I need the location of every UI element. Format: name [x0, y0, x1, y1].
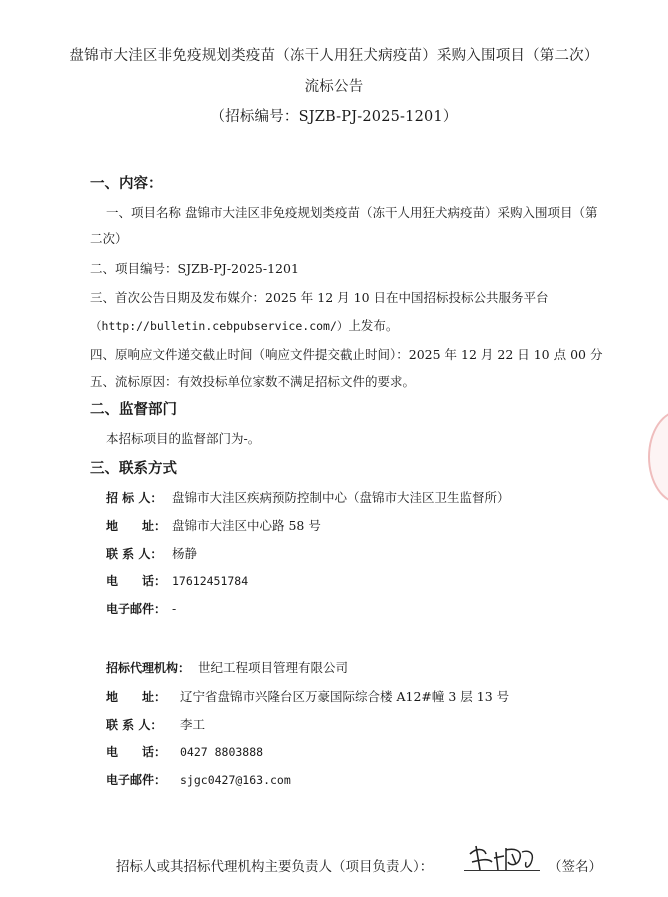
- item-first-notice-media: [90, 316, 398, 334]
- signature-underline: [464, 870, 540, 871]
- item-failure-reason: 五、流标原因：有效投标单位家数不满足招标文件的要求。: [90, 374, 416, 389]
- signature-suffix: （签名）: [548, 859, 602, 875]
- agency-address-row: [106, 687, 509, 705]
- signature-line: [116, 855, 433, 875]
- agency-phone-row: [106, 743, 263, 760]
- agency-contact-value: 李工: [180, 717, 206, 732]
- tenderer-value: 盘锦市大洼区疾病预防控制中心（盘锦市大洼区卫生监督所）: [172, 490, 510, 505]
- item-first-notice: 三、首次公告日期及发布媒介：2025 年 12 月 10 日在中国招标投标公共服务平台: [90, 290, 549, 305]
- tenderer-address-row: [106, 516, 321, 534]
- agency-contact-label: 联 系 人：: [106, 718, 163, 732]
- tenderer-address-value: 盘锦市大洼区中心路 58 号: [172, 518, 321, 533]
- tenderer-label: 招 标 人：: [106, 491, 163, 505]
- item-project-name: 一、项目名称 盘锦市大洼区非免疫规划类疫苗（冻干人用狂犬病疫苗）采购入围项目（第: [106, 205, 598, 220]
- section-contact-heading: 三、联系方式: [90, 461, 177, 477]
- agency-row: [106, 658, 348, 676]
- tenderer-contact-row: [106, 544, 197, 562]
- section-contents-heading: 一、内容：: [90, 176, 163, 192]
- agency-contact-row: [106, 715, 205, 733]
- item-project-number: 二、项目编号：SJZB-PJ-2025-1201: [90, 261, 299, 276]
- item-deadline: 四、原响应文件递交截止时间（响应文件提交截止时间）：2025 年 12 月 22 日 10 点 00 分: [90, 347, 603, 362]
- document-subtitle: 流标公告: [304, 79, 364, 95]
- agency-label: 招标代理机构：: [106, 661, 191, 675]
- agency-phone-label: 电 话：: [106, 745, 167, 759]
- platform-url[interactable]: （http://bulletin.cebpubservice.com/）: [90, 319, 349, 333]
- agency-email-value[interactable]: sjgc0427@163.com: [180, 773, 291, 787]
- agency-email-label: 电子邮件：: [106, 773, 167, 787]
- section-supervision-heading: 二、监督部门: [90, 402, 177, 418]
- tenderer-contact-value: 杨静: [172, 546, 198, 561]
- signature-text: 招标人或其招标代理机构主要负责人（项目负责人）：: [116, 859, 434, 875]
- agency-phone-value: 0427 8803888: [180, 745, 264, 759]
- tenderer-contact-label: 联 系 人：: [106, 547, 163, 561]
- handwritten-signature: [462, 840, 542, 876]
- item-project-name-cont: 二次）: [90, 231, 128, 246]
- agency-address-value: 辽宁省盘锦市兴隆台区万豪国际综合楼 A12#幢 3 层 13 号: [180, 689, 510, 704]
- tenderer-email-row: [106, 600, 176, 617]
- tenderer-email-value: -: [172, 601, 177, 616]
- red-seal-stamp: [648, 410, 668, 504]
- tenderer-phone-label: 电 话：: [106, 574, 167, 588]
- published-suffix: 上发布。: [348, 318, 399, 333]
- supervision-text: 本招标项目的监督部门为-。: [106, 431, 261, 446]
- tenderer-phone-row: [106, 572, 248, 589]
- agency-value: 世纪工程项目管理有限公司: [198, 660, 349, 675]
- tenderer-row: [106, 488, 510, 506]
- tender-number: （招标编号：SJZB-PJ-2025-1201）: [210, 109, 458, 125]
- tenderer-phone-value: 17612451784: [172, 574, 249, 588]
- agency-email-row: [106, 771, 291, 788]
- tenderer-email-label: 电子邮件：: [106, 602, 167, 616]
- agency-address-label: 地 址：: [106, 690, 167, 704]
- tenderer-address-label: 地 址：: [106, 519, 167, 533]
- document-title: 盘锦市大洼区非免疫规划类疫苗（冻干人用狂犬病疫苗）采购入围项目（第二次）: [69, 48, 599, 64]
